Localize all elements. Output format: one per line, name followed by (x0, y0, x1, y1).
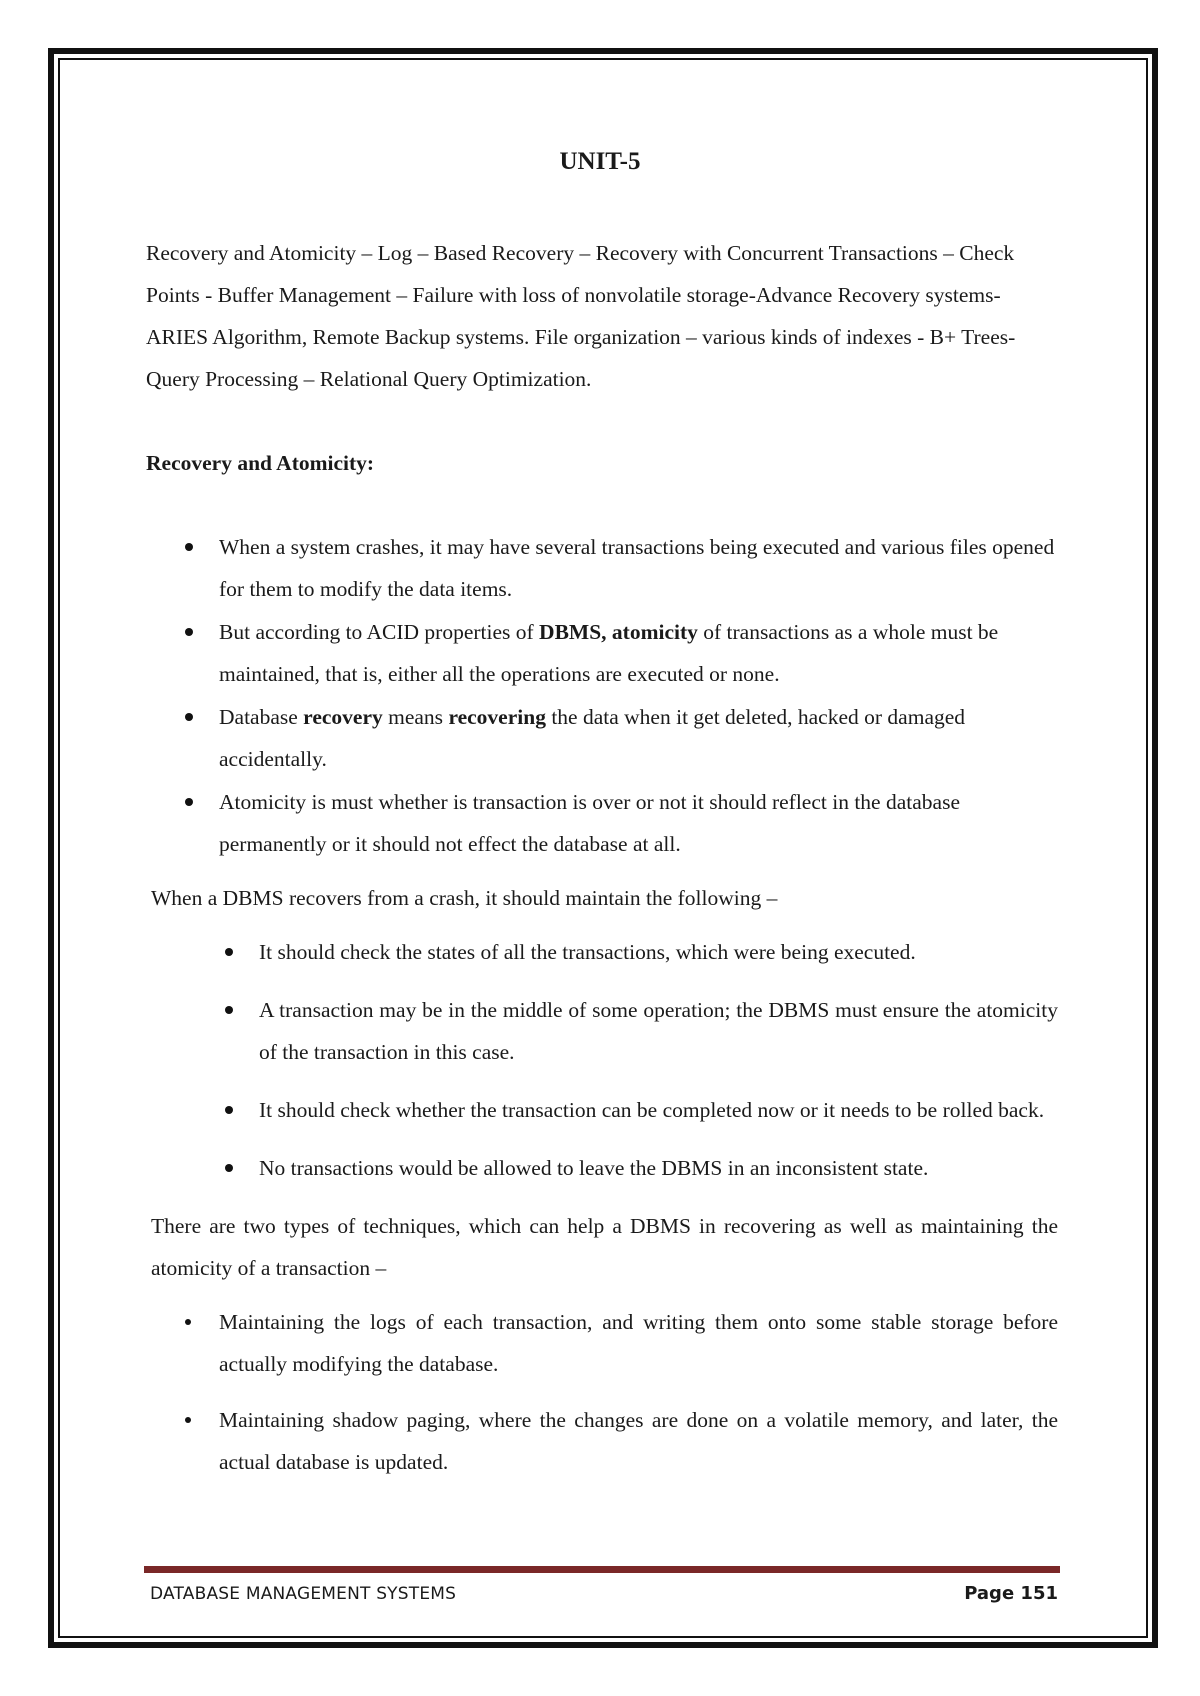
list-item (259, 989, 1058, 1073)
list-item (219, 1301, 1058, 1385)
bullet-icon (185, 798, 193, 806)
bold-term: recovery (303, 705, 383, 729)
bullet-icon (185, 543, 193, 551)
list-item-text: Maintaining shadow paging, where the changes are done on a volatile memory, and later, the actual database is updated. (219, 1408, 1058, 1474)
footer-page-number: Page 151 (964, 1583, 1058, 1604)
list-item (259, 1147, 1058, 1189)
list-item (219, 696, 1058, 780)
list-item-text: But according to ACID properties of (219, 620, 540, 644)
bullet-icon (225, 1006, 233, 1014)
list-item-text: Atomicity is must whether is transaction is over or not it should reflect in the database permanently or it should not effect the database at all. (219, 790, 960, 856)
list-item-text: of transactions as a whole must be maintained, that is, either all the operations are executed or none. (219, 620, 999, 686)
techniques-list (146, 1301, 1058, 1483)
atomicity-bullet-list (146, 526, 1058, 865)
list-item (219, 1399, 1058, 1483)
list-item-text: When a system crashes, it may have several transactions being executed and various files opened for them to modify the data items. (219, 535, 1055, 601)
syllabus-paragraph: Recovery and Atomicity – Log – Based Recovery – Recovery with Concurrent Transactions – Check Points - Buffer Management – Failure with loss of nonvolatile storage-Advance Recovery systems- ARIES Algorithm, Remote Backup systems. File organization – various kinds of indexes - B+ Trees- Query Processing – Relational Query Optimization. (146, 241, 1016, 391)
recovery-intro-paragraph: When a DBMS recovers from a crash, it should maintain the following – (151, 886, 778, 910)
list-item-text: No transactions would be allowed to leave the DBMS in an inconsistent state. (259, 1156, 929, 1180)
list-item (259, 931, 1058, 973)
list-item (259, 1089, 1058, 1131)
footer-divider (144, 1566, 1060, 1573)
bullet-icon (225, 1106, 233, 1114)
list-item (219, 781, 1058, 865)
bold-term: atomicity (611, 620, 698, 644)
list-item-text: It should check whether the transaction can be completed now or it needs to be rolled back. (259, 1098, 1045, 1122)
section-heading: Recovery and Atomicity: (146, 451, 375, 475)
footer-course-title: DATABASE MANAGEMENT SYSTEMS (150, 1584, 457, 1604)
list-item (219, 611, 1058, 695)
page-title: UNIT-5 (559, 148, 641, 175)
bold-term: DBMS (539, 620, 602, 644)
bold-separator: , (601, 620, 612, 644)
bullet-icon (185, 713, 193, 721)
bullet-icon (225, 948, 233, 956)
bullet-icon (225, 1164, 233, 1172)
list-item-text: A transaction may be in the middle of some operation; the DBMS must ensure the atomicity of the transaction in this case. (259, 998, 1058, 1064)
list-item-text: Maintaining the logs of each transaction, and writing them onto some stable storage before actually modifying the database. (219, 1310, 1058, 1376)
techniques-paragraph: There are two types of techniques, which can help a DBMS in recovering as well as maintaining the atomicity of a transaction – (151, 1214, 1058, 1280)
list-item-text: means (382, 705, 449, 729)
bold-term: recovering (448, 705, 546, 729)
list-item-text: It should check the states of all the transactions, which were being executed. (259, 940, 916, 964)
recovery-requirements-list (146, 931, 1058, 1189)
page-content (146, 232, 1058, 1497)
bullet-icon (185, 628, 193, 636)
list-item (219, 526, 1058, 610)
bullet-icon (185, 1319, 191, 1325)
list-item-text: Database (219, 705, 304, 729)
bullet-icon (185, 1417, 191, 1423)
list-item-text: the data when it get deleted, hacked or damaged accidentally. (219, 705, 966, 771)
